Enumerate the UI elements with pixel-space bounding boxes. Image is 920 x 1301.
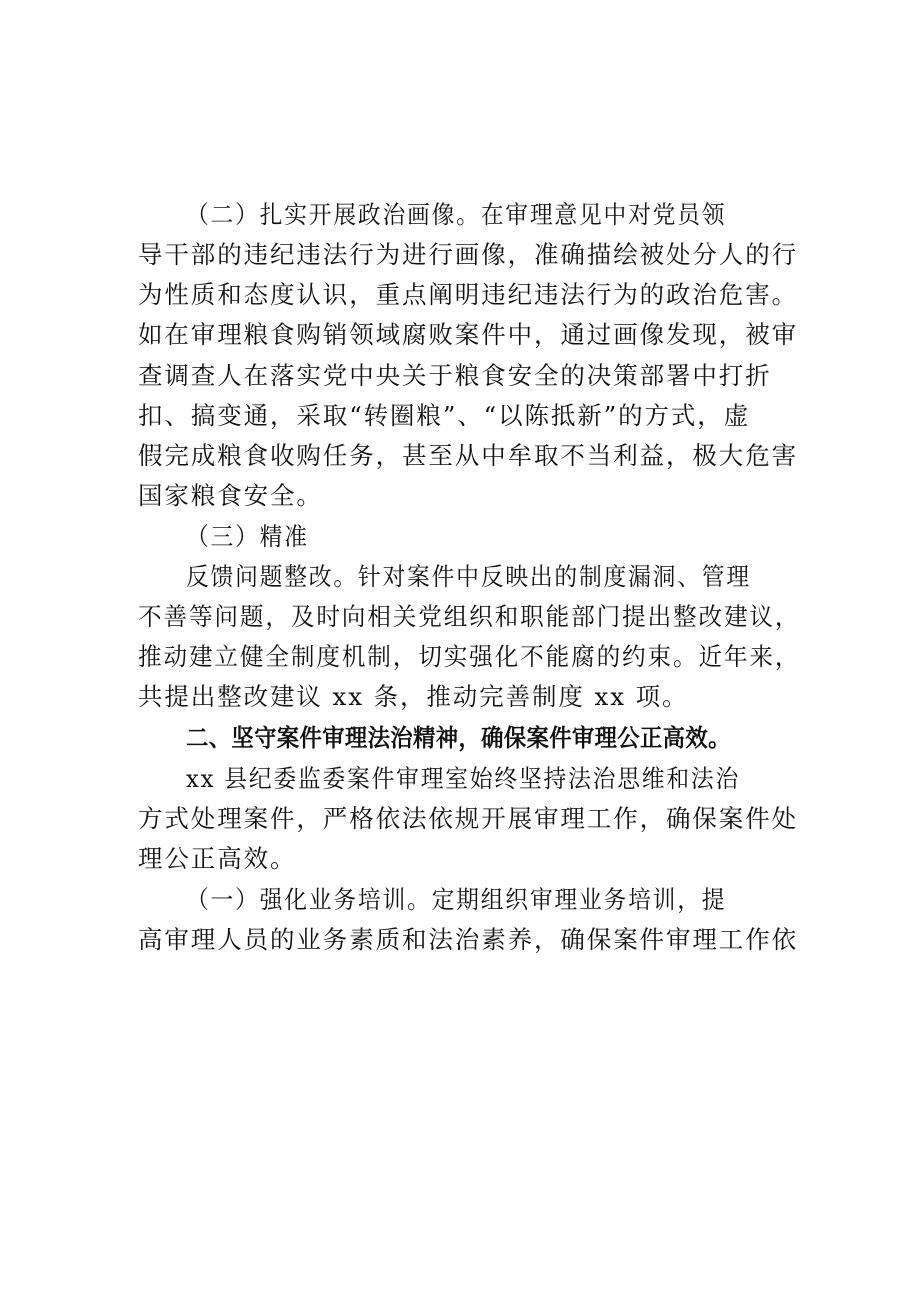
paragraph-line: 查调查人在落实党中央关于粮食安全的决策部署中打折 — [138, 361, 772, 390]
paragraph-line: 如在审理粮食购销领域腐败案件中，通过画像发现，被审 — [138, 320, 798, 349]
paragraph-line: 扣、搞变通，采取“转圈粮”、“以陈抵新”的方式，虚 — [138, 401, 751, 430]
subsection-heading: （三）精准 — [186, 522, 309, 551]
paragraph-line: 高审理人员的业务素质和法治素养，确保案件审理工作依 — [138, 925, 798, 954]
paragraph-line: 推动建立健全制度机制，切实强化不能腐的约束。近年来， — [138, 642, 801, 671]
paragraph-line: 国家粮食安全。 — [138, 481, 323, 510]
paragraph-line: 为性质和态度认识，重点阐明违纪违法行为的政治危害。 — [138, 280, 798, 309]
paragraph-line: 假完成粮食收购任务，甚至从中牟取不当利益，极大危害 — [138, 441, 798, 470]
paragraph-line: 导干部的违纪违法行为进行画像，准确描绘被处分人的行 — [138, 240, 798, 269]
paragraph-line: 方式处理案件，严格依法依规开展审理工作，确保案件处 — [138, 804, 798, 833]
paragraph-line: 理公正高效。 — [138, 844, 297, 873]
section-heading: 二、坚守案件审理法治精神，确保案件审理公正高效。 — [186, 724, 731, 752]
paragraph-line: 共提出整改建议 xx 条，推动完善制度 xx 项。 — [138, 682, 689, 711]
paragraph-line: xx 县纪委监委案件审理室始终坚持法治思维和法治 — [186, 764, 741, 793]
paragraph-line: 反馈问题整改。针对案件中反映出的制度漏洞、管理 — [186, 562, 751, 591]
paragraph-line: （一）强化业务培训。定期组织审理业务培训，提 — [186, 885, 727, 914]
paragraph-line: 不善等问题，及时向相关党组织和职能部门提出整改建议， — [138, 602, 801, 631]
paragraph-line: （二）扎实开展政治画像。在审理意见中对党员领 — [186, 200, 727, 229]
